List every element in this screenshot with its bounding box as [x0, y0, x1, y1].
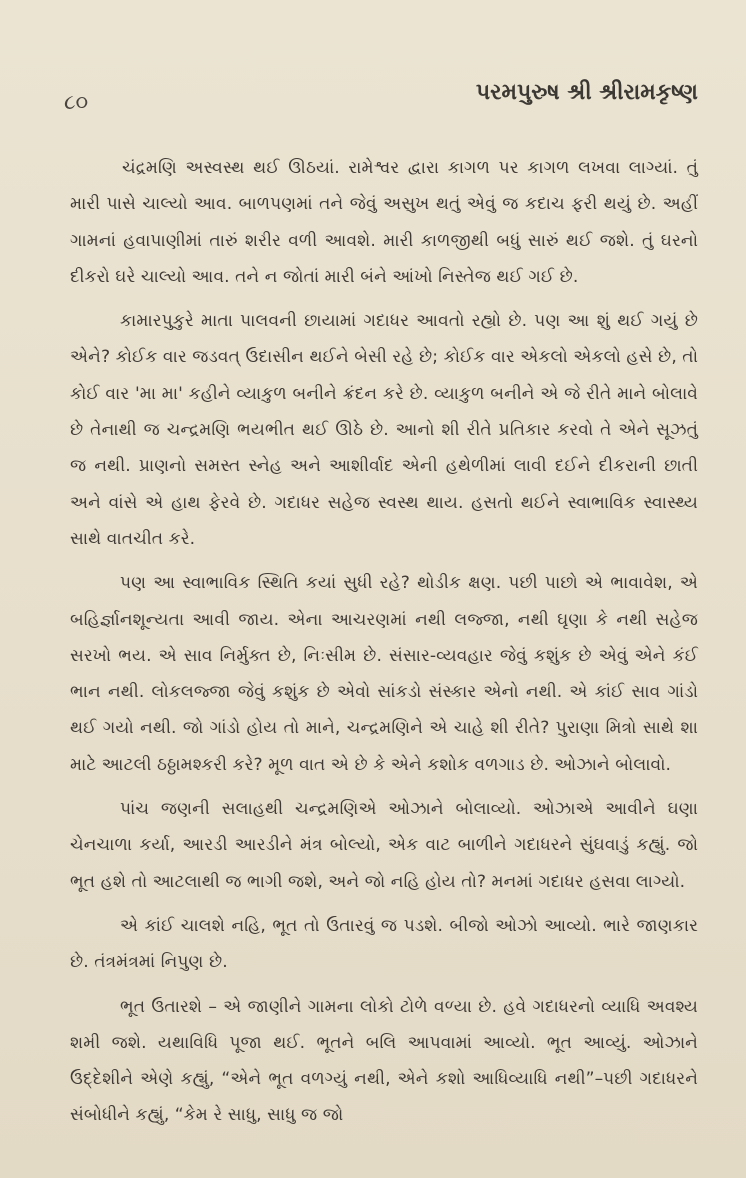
paragraph: પણ આ સ્વાભાવિક સ્થિતિ કયાં સુધી રહે? થોડીક ક્ષણ. પછી પાછો એ ભાવાવેશ, એ બહિર્જ્ઞાનશૂન્યતા આવી જાય. એના આચરણમાં નથી લજ્જા, નથી ઘૃણા કે નથી સહેજ સરખો ભય. એ સાવ નિર્મુક્ત છે, નિઃસીમ છે. સંસાર-વ્યવહાર જેવું કશુંક છે એવું એને કંઈ ભાન નથી. લોકલજ્જા જેવું કશુંક છે એવો સાંકડો સંસ્કાર એનો નથી. એ કાંઈ સાવ ગાંડો થઈ ગયો નથી. જો ગાંડો હોય તો માને, ચન્દ્રમણિને એ ચાહે શી રીતે? પુરાણા મિત્રો સાથે શા માટે આટલી ઠઠ્ઠામશ્કરી કરે? મૂળ વાત એ છે કે એને કશોક વળગાડ છે. ઓઝાને બોલાવો. — [70, 573, 698, 775]
paragraph: પાંચ જણની સલાહથી ચન્દ્રમણિએ ઓઝાને બોલાવ્યો. ઓઝાએ આવીને ઘણા ચેનચાળા કર્યા, આરડી આરડીને મંત્ર બોલ્યો, એક વાટ બાળીને ગદાધરને સુંઘવાડું કહ્યું. જો ભૂત હશે તો આટલાથી જ ભાગી જશે, અને જો નહિ હોય તો? મનમાં ગદાધર હસવા લાગ્યો. — [70, 799, 698, 892]
running-head-title: પરમપુરુષ શ્રી શ્રીરામકૃષ્ણ — [475, 80, 698, 105]
body-text — [70, 150, 698, 1134]
paragraph: એ કાંઈ ચાલશે નહિ, ભૂત તો ઉતારવું જ પડશે. બીજો ઓઝો આવ્યો. ભારે જાણકાર છે. તંત્રમંત્રમાં નિપુણ છે. — [70, 915, 698, 973]
page-number: ૮૦ — [64, 90, 89, 114]
paragraph: ચંદ્રમણિ અસ્વસ્થ થઈ ઊઠયાં. રામેશ્વર દ્વારા કાગળ પર કાગળ લખવા લાગ્યાં. તું મારી પાસે ચાલ્યો આવ. બાળપણમાં તને જેવું અસુખ થતું એવું જ કદાચ ફરી થયું છે. અહીં ગામનાં હવાપાણીમાં તારું શરીર વળી આવશે. મારી કાળજીથી બધું સારું થઈ જશે. તું ઘરનો દીકરો ઘરે ચાલ્યો આવ. તને ન જોતાં મારી બંને આંખો નિસ્તેજ થઈ ગઈ છે. — [70, 158, 698, 287]
paragraph: કામારપુકુરે માતા પાલવની છાયામાં ગદાધર આવતો રહ્યો છે. પણ આ શું થઈ ગયું છે એને? કોઈક વાર જડવત્ ઉદાસીન થઈને બેસી રહે છે; કોઈક વાર એકલો એકલો હસે છે, તો કોઈ વાર 'મા મા' કહીને વ્યાકુળ બનીને ક્રંદન કરે છે. વ્યાકુળ બનીને એ જે રીતે માને બોલાવે છે તેનાથી જ ચન્દ્રમણિ ભયભીત થઈ ઊઠે છે. આનો શી રીતે પ્રતિકાર કરવો તે એને સૂઝતું જ નથી. પ્રાણનો સમસ્ત સ્નેહ અને આશીર્વાદ એની હથેળીમાં લાવી દઈને દીકરાની છાતી અને વાંસે એ હાથ ફેરવે છે. ગદાધર સહેજ સ્વસ્થ થાય. હસતો થઈને સ્વાભાવિક સ્વાસ્થ્ય સાથે વાતચીત કરે. — [70, 311, 698, 549]
paragraph: ભૂત ઉતારશે – એ જાણીને ગામના લોકો ટોળે વળ્યા છે. હવે ગદાધરનો વ્યાધિ અવશ્ય શમી જશે. યથાવિધિ પૂજા થઈ. ભૂતને બલિ આપવામાં આવ્યો. ભૂત આવ્યું. ઓઝાને ઉદ્દેશીને એણે કહ્યું, “એને ભૂત વળગ્યું નથી, એને કશો આધિવ્યાધિ નથી”–પછી ગદાધરને સંબોધીને કહ્યું, “કેમ રે સાધુ, સાધુ જ જો — [70, 996, 698, 1126]
page-header — [64, 64, 698, 124]
